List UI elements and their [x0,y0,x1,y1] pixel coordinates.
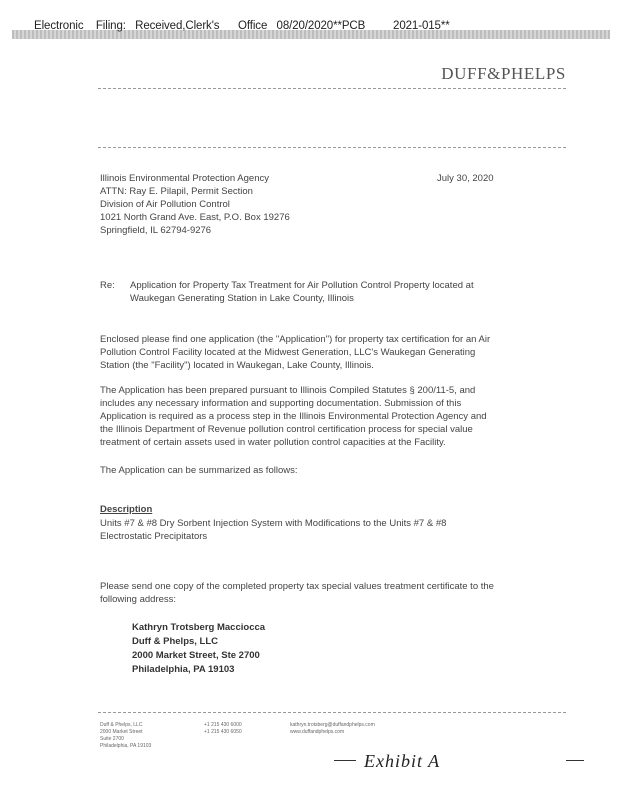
footer-web [290,722,420,736]
footer-company [100,722,180,750]
footer-line: +1 215 430 6050 [204,729,242,735]
filing-stamp-text: Electronic Filing: Received,Clerk's Office 08/20/2020**PCB 2021-015** [34,20,450,32]
description-heading: Description [100,504,153,515]
address-line: Illinois Environmental Protection Agency [100,173,269,184]
footer-line: Philadelphia, PA 19103 [100,743,152,749]
address-line: ATTN: Ray E. Pilapil, Permit Section [100,186,253,197]
footer-line: 2000 Market Street [100,729,143,735]
footer-phone [204,722,274,736]
footer-line: Duff & Phelps, LLC [100,722,143,728]
address-line: 1021 North Grand Ave. East, P.O. Box 19276 [100,212,290,223]
letterhead-divider [98,147,566,148]
subject-text: Application for Property Tax Treatment for Air Pollution Control Property located at Waukegan Generating Station in Lake County, Illinois [130,280,474,304]
description-text: Units #7 & #8 Dry Sorbent Injection System with Modifications to the Units #7 & #8 Electrostatic Precipitators [100,518,447,542]
closing-paragraph: Please send one copy of the completed property tax special values treatment certificate to the following address: [100,581,494,605]
recipient-address [100,172,340,237]
contact-line: Kathryn Trotsberg Macciocca [132,622,266,633]
exhibit-annotation: Exhibit A [364,751,441,771]
body-paragraph: Enclosed please find one application (the "Application") for property tax certification for an Air Pollution Control Facility located at the Midwest Generation, LLC's Waukegan Generating Station (the "Facility") located in Waukegan, Lake County, Illinois. [100,334,491,371]
footer-line: +1 215 430 6000 [204,722,242,728]
annotation-dash [334,760,356,761]
contact-line: Duff & Phelps, LLC [132,636,219,647]
subject-label: Re: [100,280,115,291]
annotation-dash [566,760,584,761]
footer-line: Suite 2700 [100,736,124,742]
company-logo: DUFF&PHELPS [441,64,566,83]
footer-line: kathryn.trotsberg@duffandphelps.com [290,722,375,728]
header-divider [98,88,566,89]
contact-line: Philadelphia, PA 19103 [132,664,235,675]
address-line: Division of Air Pollution Control [100,199,230,210]
footer-line: www.duffandphelps.com [290,729,345,735]
body-paragraph: The Application has been prepared pursuant to Illinois Compiled Statutes § 200/11-5, and includes any necessary information and supporting documentation. Submission of this Application is required as a process step in the Illinois Environmental Protection Agency and the Illinois Department of Revenue pollution control certification process for special value treatment of certain assets used in water pollution control capacities at the Facility. [100,385,487,448]
address-line: Springfield, IL 62794-9276 [100,225,212,236]
letter-date: July 30, 2020 [437,173,494,184]
footer-divider [98,712,566,713]
contact-line: 2000 Market Street, Ste 2700 [132,650,260,661]
contact-block [132,621,332,677]
body-paragraph: The Application can be summarized as follows: [100,465,298,476]
